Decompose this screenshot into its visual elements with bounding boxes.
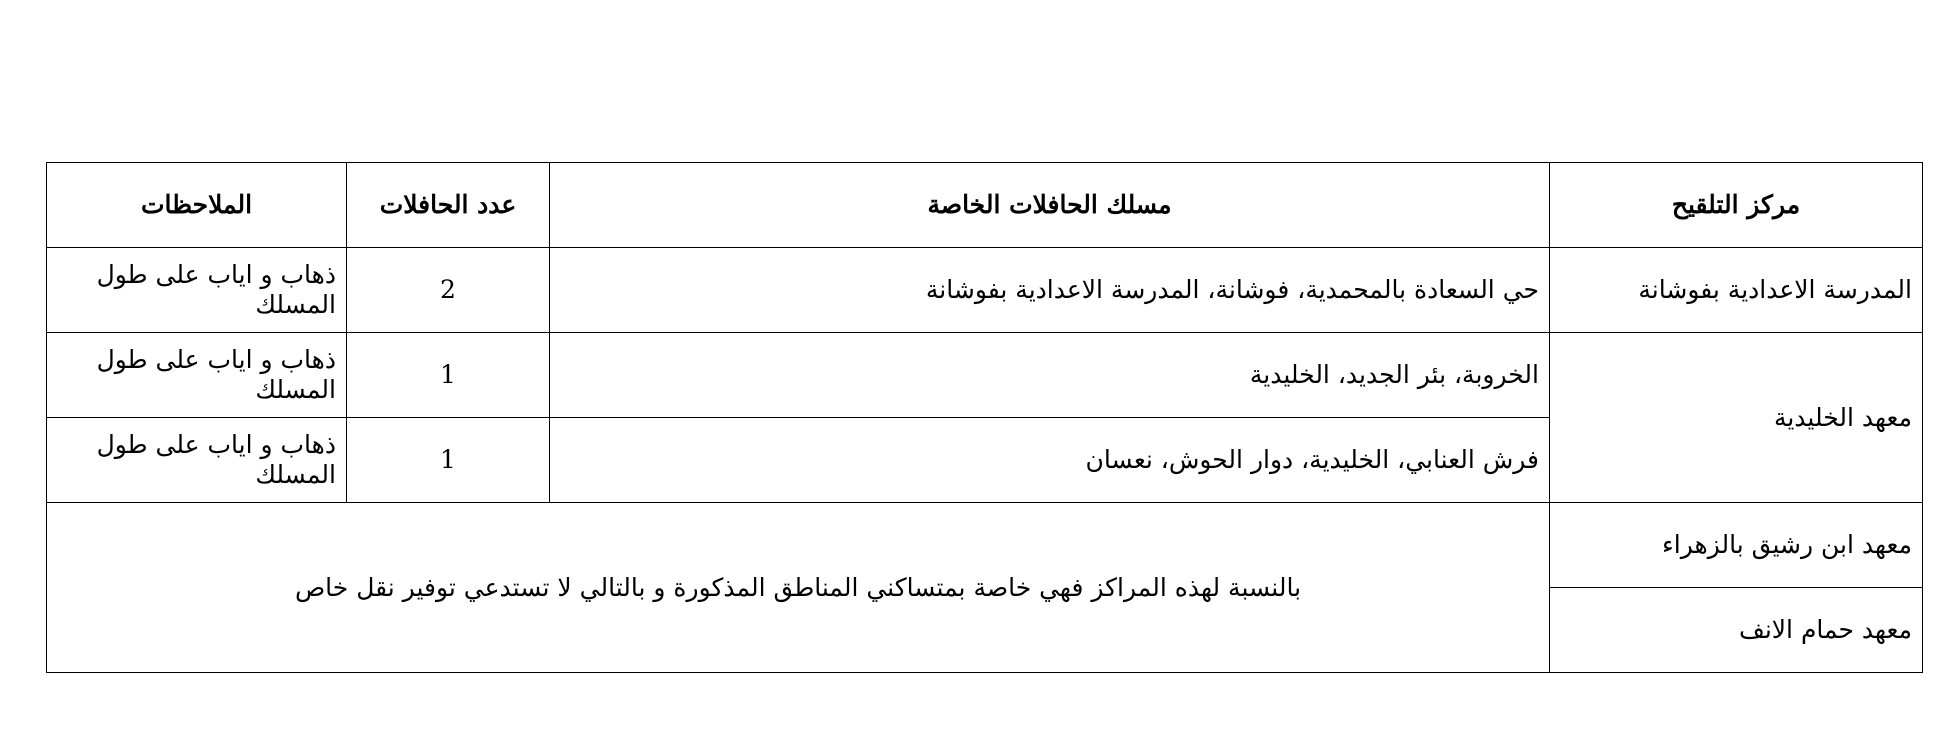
table-row [47, 503, 1923, 588]
bus-count-cell: 1 [347, 418, 550, 503]
vaccination-center-cell: معهد ابن رشيق بالزهراء [1550, 503, 1923, 588]
notes-cell: ذهاب و اياب على طول المسلك [47, 418, 347, 503]
bus-count-cell: 1 [347, 333, 550, 418]
header-bus-route: مسلك الحافلات الخاصة [550, 163, 1550, 248]
table-row [47, 333, 1923, 418]
table-header-row [47, 163, 1923, 248]
bus-route-cell: حي السعادة بالمحمدية، فوشانة، المدرسة الاعدادية بفوشانة [550, 248, 1550, 333]
notes-cell: ذهاب و اياب على طول المسلك [47, 333, 347, 418]
header-notes: الملاحظات [47, 163, 347, 248]
vaccination-center-cell: معهد حمام الانف [1550, 588, 1923, 673]
header-bus-count: عدد الحافلات [347, 163, 550, 248]
vaccination-transport-table [46, 162, 1923, 673]
bus-count-cell: 2 [347, 248, 550, 333]
bus-route-cell: فرش العنابي، الخليدية، دوار الحوش، نعسان [550, 418, 1550, 503]
merged-note-cell: بالنسبة لهذه المراكز فهي خاصة بمتساكني المناطق المذكورة و بالتالي لا تستدعي توفير نقل خاص [47, 503, 1550, 673]
header-vaccination-center: مركز التلقيح [1550, 163, 1923, 248]
table-row [47, 248, 1923, 333]
notes-cell: ذهاب و اياب على طول المسلك [47, 248, 347, 333]
vaccination-center-cell: المدرسة الاعدادية بفوشانة [1550, 248, 1923, 333]
vaccination-center-cell: معهد الخليدية [1550, 333, 1923, 503]
bus-route-cell: الخروبة، بئر الجديد، الخليدية [550, 333, 1550, 418]
